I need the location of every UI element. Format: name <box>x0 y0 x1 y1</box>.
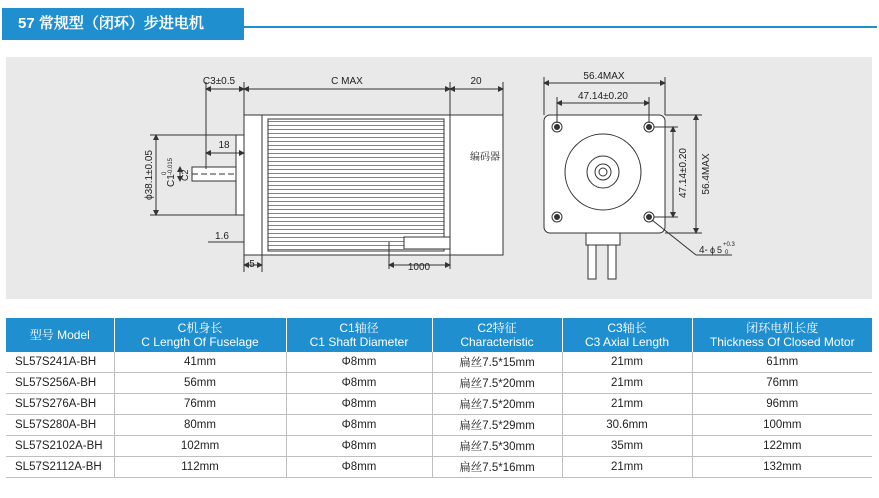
motor-flange <box>244 115 262 255</box>
table-header-row <box>6 318 872 352</box>
cable <box>404 237 450 249</box>
cell-shaft-diameter: Φ8mm <box>286 457 432 478</box>
motor-body-fins <box>268 119 444 251</box>
page-title-banner <box>2 8 244 40</box>
cell-shaft-diameter: Φ8mm <box>286 352 432 373</box>
technical-drawing <box>6 57 872 299</box>
cell-characteristic: 扁丝7.5*29mm <box>432 415 562 436</box>
table-row <box>6 394 872 415</box>
cell-closed-motor: 61mm <box>692 352 872 373</box>
dim-c1: C1 <box>166 174 177 187</box>
technical-drawing-panel <box>6 57 872 299</box>
dim-c3: C3±0.5 <box>202 76 236 87</box>
cell-length: 102mm <box>114 436 286 457</box>
hole-size-base: 5 <box>717 245 723 255</box>
cell-model: SL57S241A-BH <box>6 352 114 373</box>
cell-shaft-diameter: Φ8mm <box>286 373 432 394</box>
dim-1-6: 1.6 <box>215 231 229 242</box>
spec-table <box>6 318 872 478</box>
cell-length: 76mm <box>114 394 286 415</box>
title-divider <box>244 26 877 28</box>
dim-47-14-side: 47.14±0.20 <box>678 148 689 198</box>
cell-model: SL57S2112A-BH <box>6 457 114 478</box>
cell-length: 56mm <box>114 373 286 394</box>
dim-5: 5 <box>249 259 255 270</box>
cell-axial-length: 30.6mm <box>562 415 692 436</box>
dim-18: 18 <box>218 140 230 151</box>
table-row <box>6 457 872 478</box>
motor-boss <box>236 135 244 215</box>
table-row <box>6 373 872 394</box>
table-row <box>6 436 872 457</box>
dim-c1-tol-upper: 0 <box>162 171 168 175</box>
connector-pin <box>608 245 616 279</box>
cell-characteristic: 扁丝7.5*16mm <box>432 457 562 478</box>
cell-shaft-diameter: Φ8mm <box>286 394 432 415</box>
cell-axial-length: 21mm <box>562 394 692 415</box>
hole-callout: 4- <box>699 245 708 256</box>
hole-tol-lower: 0 <box>725 250 729 256</box>
page-title: 57 常规型（闭环）步进电机 <box>18 15 204 32</box>
dim-1000: 1000 <box>407 262 431 273</box>
cell-model: SL57S2102A-BH <box>6 436 114 457</box>
cell-axial-length: 21mm <box>562 373 692 394</box>
cell-closed-motor: 76mm <box>692 373 872 394</box>
col-header-characteristic: C2特征 Characteristic <box>432 318 562 352</box>
dim-phi38: ϕ38.1±0.05 <box>144 149 155 201</box>
encoder-housing <box>450 115 503 255</box>
table-row <box>6 415 872 436</box>
dim-c1-tol-lower: -0.015 <box>168 157 174 175</box>
dim-c2: C2 <box>180 169 190 181</box>
cell-closed-motor: 100mm <box>692 415 872 436</box>
table-row <box>6 352 872 373</box>
col-header-model: 型号 Model <box>6 318 114 352</box>
cell-characteristic: 扁丝7.5*15mm <box>432 352 562 373</box>
cell-shaft-diameter: Φ8mm <box>286 436 432 457</box>
cell-characteristic: 扁丝7.5*20mm <box>432 394 562 415</box>
dim-56-4-top: 56.4MAX <box>583 71 625 82</box>
dim-56-4-side: 56.4MAX <box>701 153 712 195</box>
col-header-closed-motor: 闭环电机长度 Thickness Of Closed Motor <box>692 318 872 352</box>
cell-model: SL57S280A-BH <box>6 415 114 436</box>
connector-pin <box>588 245 596 279</box>
col-header-shaft-diameter: C1轴径 C1 Shaft Diameter <box>286 318 432 352</box>
cell-length: 112mm <box>114 457 286 478</box>
dim-c-max: C MAX <box>331 76 363 87</box>
cell-closed-motor: 96mm <box>692 394 872 415</box>
cell-axial-length: 35mm <box>562 436 692 457</box>
cell-closed-motor: 122mm <box>692 436 872 457</box>
cell-closed-motor: 132mm <box>692 457 872 478</box>
cell-characteristic: 扁丝7.5*20mm <box>432 373 562 394</box>
cell-model: SL57S276A-BH <box>6 394 114 415</box>
dim-20: 20 <box>470 76 482 87</box>
cell-length: 80mm <box>114 415 286 436</box>
dim-47-14-top: 47.14±0.20 <box>578 91 628 102</box>
cell-length: 41mm <box>114 352 286 373</box>
encoder-label: 编码器 <box>470 152 500 163</box>
col-header-axial-length: C3轴长 C3 Axial Length <box>562 318 692 352</box>
col-header-length: C机身长 C Length Of Fuselage <box>114 318 286 352</box>
cell-characteristic: 扁丝7.5*30mm <box>432 436 562 457</box>
cell-axial-length: 21mm <box>562 352 692 373</box>
cell-shaft-diameter: Φ8mm <box>286 415 432 436</box>
cell-axial-length: 21mm <box>562 457 692 478</box>
hole-size-symbol: ϕ <box>710 245 716 255</box>
side-view <box>150 82 503 272</box>
hole-tol-upper: +0.3 <box>723 242 735 248</box>
cell-model: SL57S256A-BH <box>6 373 114 394</box>
